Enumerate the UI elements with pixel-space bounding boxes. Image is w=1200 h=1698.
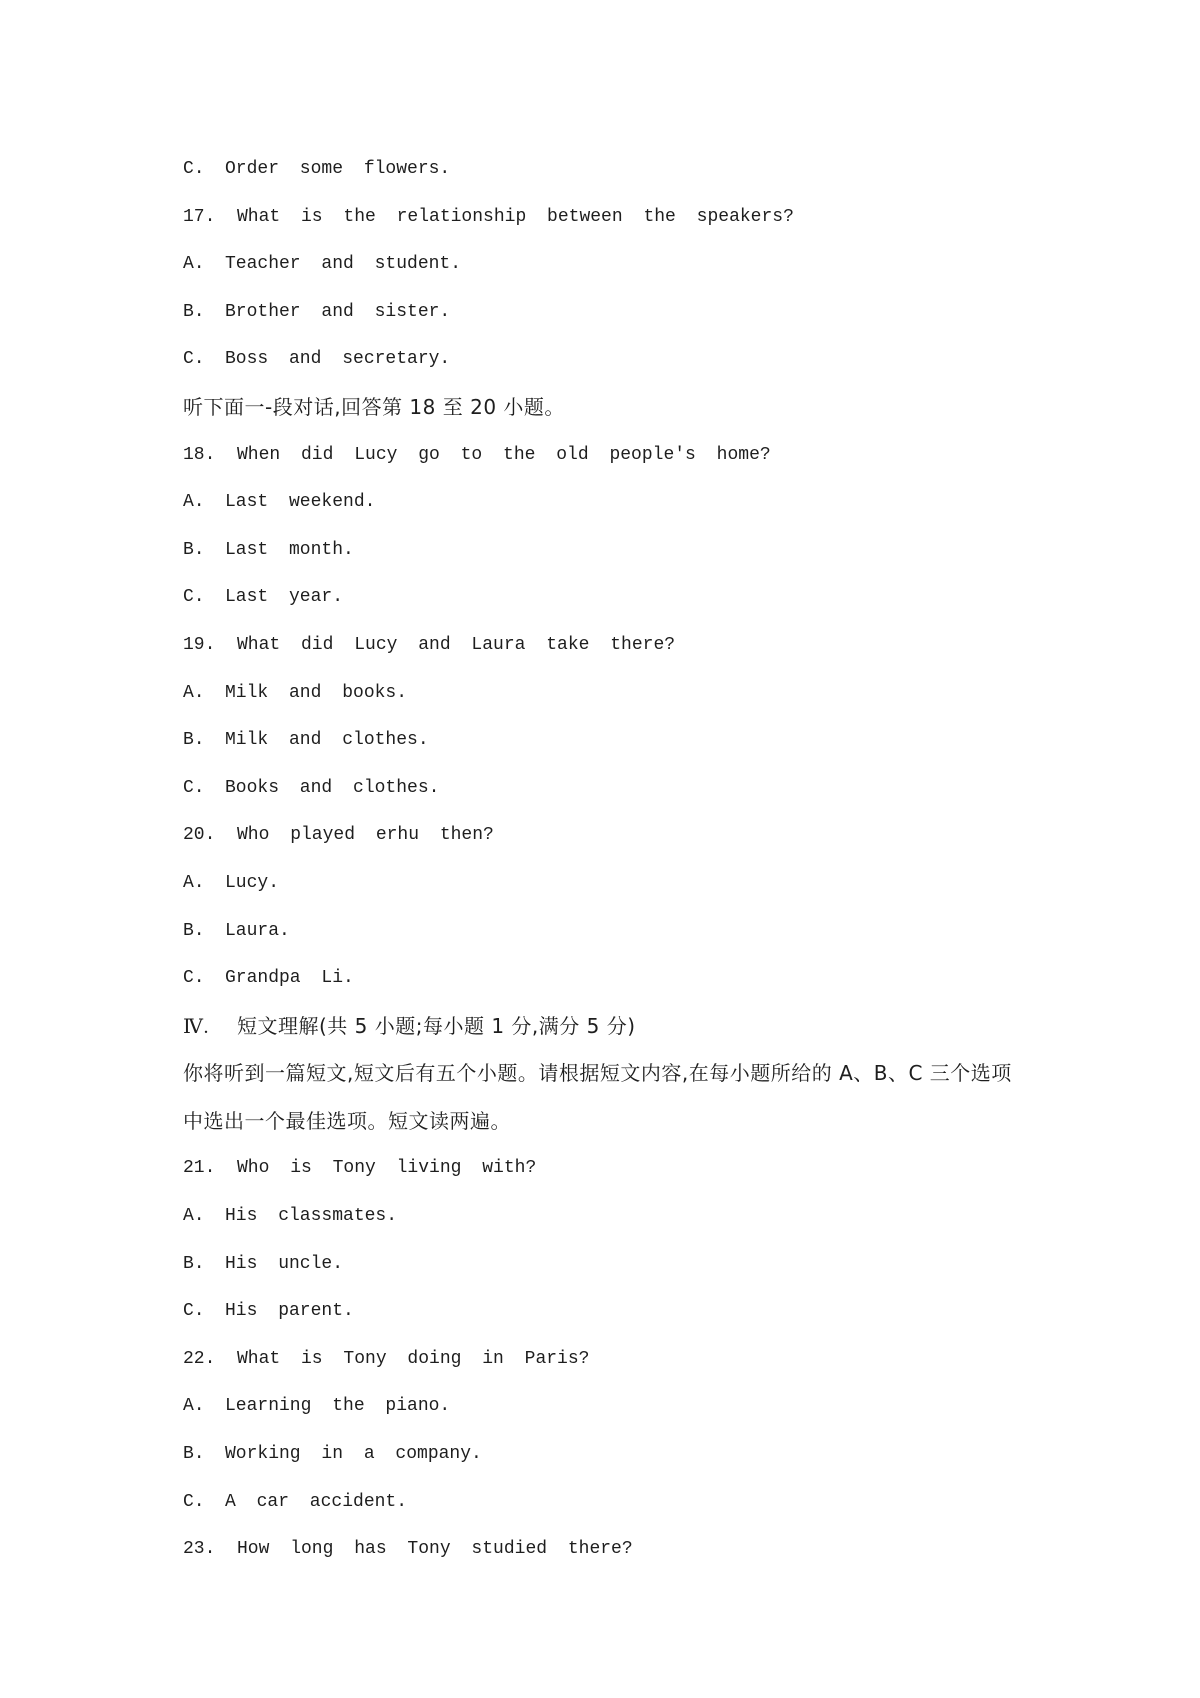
question-number: 18. (183, 444, 216, 465)
q19-option-a (183, 670, 1143, 718)
q18-option-c (183, 574, 1143, 622)
question-stem: What is Tony doing in Paris? (237, 1348, 590, 1369)
option-label: B. (183, 920, 205, 941)
section-numeral: Ⅳ. (183, 1015, 209, 1038)
q22-option-c (183, 1479, 1143, 1527)
option-label: A. (183, 1396, 205, 1417)
option-text: Teacher and student. (225, 254, 462, 275)
option-label: B. (183, 1444, 205, 1465)
option-label: A. (183, 872, 205, 893)
option-label: B. (183, 539, 205, 560)
question-number: 23. (183, 1539, 216, 1560)
question-number: 17. (183, 206, 216, 227)
question-stem: Who is Tony living with? (237, 1158, 537, 1179)
option-text: Laura. (225, 920, 290, 941)
option-text: A car accident. (225, 1491, 408, 1512)
option-text: Boss and secretary. (225, 349, 451, 370)
dialogue-instruction: 听下面一-段对话,回答第 18 至 20 小题。 (183, 394, 565, 419)
q18-option-a (183, 479, 1143, 527)
q20-option-c (183, 955, 1143, 1003)
option-text: Working in a company. (225, 1444, 482, 1465)
q20-option-b (183, 908, 1143, 956)
option-text: Grandpa Li. (225, 968, 354, 989)
option-text: His parent. (225, 1301, 354, 1322)
question-17 (183, 194, 1143, 242)
q21-option-a (183, 1193, 1143, 1241)
option-text: Books and clothes. (225, 777, 440, 798)
option-label: A. (183, 492, 205, 513)
question-20 (183, 812, 1143, 860)
option-label: C. (183, 587, 205, 608)
option-text: Order some flowers. (225, 159, 451, 179)
section-title: 短文理解(共 5 小题;每小题 1 分,满分 5 分) (237, 1013, 636, 1038)
option-label: C. (183, 968, 205, 989)
q17-option-c (183, 336, 1143, 384)
q18-option-b (183, 527, 1143, 575)
option-text: Brother and sister. (225, 301, 451, 322)
question-stem: When did Lucy go to the old people's home? (237, 444, 771, 465)
q16-option-c (183, 146, 1143, 194)
option-label: A. (183, 682, 205, 703)
question-19 (183, 622, 1143, 670)
question-stem: How long has Tony studied there? (237, 1539, 633, 1560)
option-text: Last year. (225, 587, 344, 608)
q19-option-c (183, 765, 1143, 813)
option-text: His uncle. (225, 1253, 344, 1274)
option-text: Last weekend. (225, 492, 376, 513)
section-iv-instructions-line-2: 中选出一个最佳选项。短文读两遍。 (183, 1108, 511, 1133)
option-label: B. (183, 1253, 205, 1274)
option-text: Last month. (225, 539, 354, 560)
q20-option-a (183, 860, 1143, 908)
question-number: 19. (183, 634, 216, 655)
question-number: 20. (183, 825, 216, 846)
option-label: B. (183, 301, 205, 322)
section-iv-heading (183, 1003, 1143, 1051)
option-label: C. (183, 777, 205, 798)
q22-option-a (183, 1383, 1143, 1431)
q17-option-a (183, 241, 1143, 289)
q22-option-b (183, 1431, 1143, 1479)
question-21 (183, 1145, 1143, 1193)
option-label: C. (183, 1491, 205, 1512)
question-number: 22. (183, 1348, 216, 1369)
question-stem: What did Lucy and Laura take there? (237, 634, 676, 655)
option-label: C. (183, 349, 205, 370)
question-23 (183, 1526, 1143, 1574)
question-stem: Who played erhu then? (237, 825, 494, 846)
question-stem: What is the relationship between the speakers? (237, 206, 794, 227)
option-text: Milk and books. (225, 682, 408, 703)
question-22 (183, 1336, 1143, 1384)
option-label: C. (183, 159, 205, 179)
option-label: B. (183, 730, 205, 751)
q19-option-b (183, 717, 1143, 765)
question-18 (183, 432, 1143, 480)
section-iv-instructions-line-1: 你将听到一篇短文,短文后有五个小题。请根据短文内容,在每小题所给的 A、B、C 三个选项 (183, 1061, 1012, 1086)
question-number: 21. (183, 1158, 216, 1179)
exam-page (183, 146, 1143, 1574)
q17-option-b (183, 289, 1143, 337)
option-text: Learning the piano. (225, 1396, 451, 1417)
option-label: C. (183, 1301, 205, 1322)
q21-option-b (183, 1241, 1143, 1289)
option-text: Lucy. (225, 872, 280, 893)
option-label: A. (183, 254, 205, 275)
option-text: Milk and clothes. (225, 730, 429, 751)
option-text: His classmates. (225, 1206, 398, 1227)
q21-option-c (183, 1288, 1143, 1336)
option-label: A. (183, 1206, 205, 1227)
